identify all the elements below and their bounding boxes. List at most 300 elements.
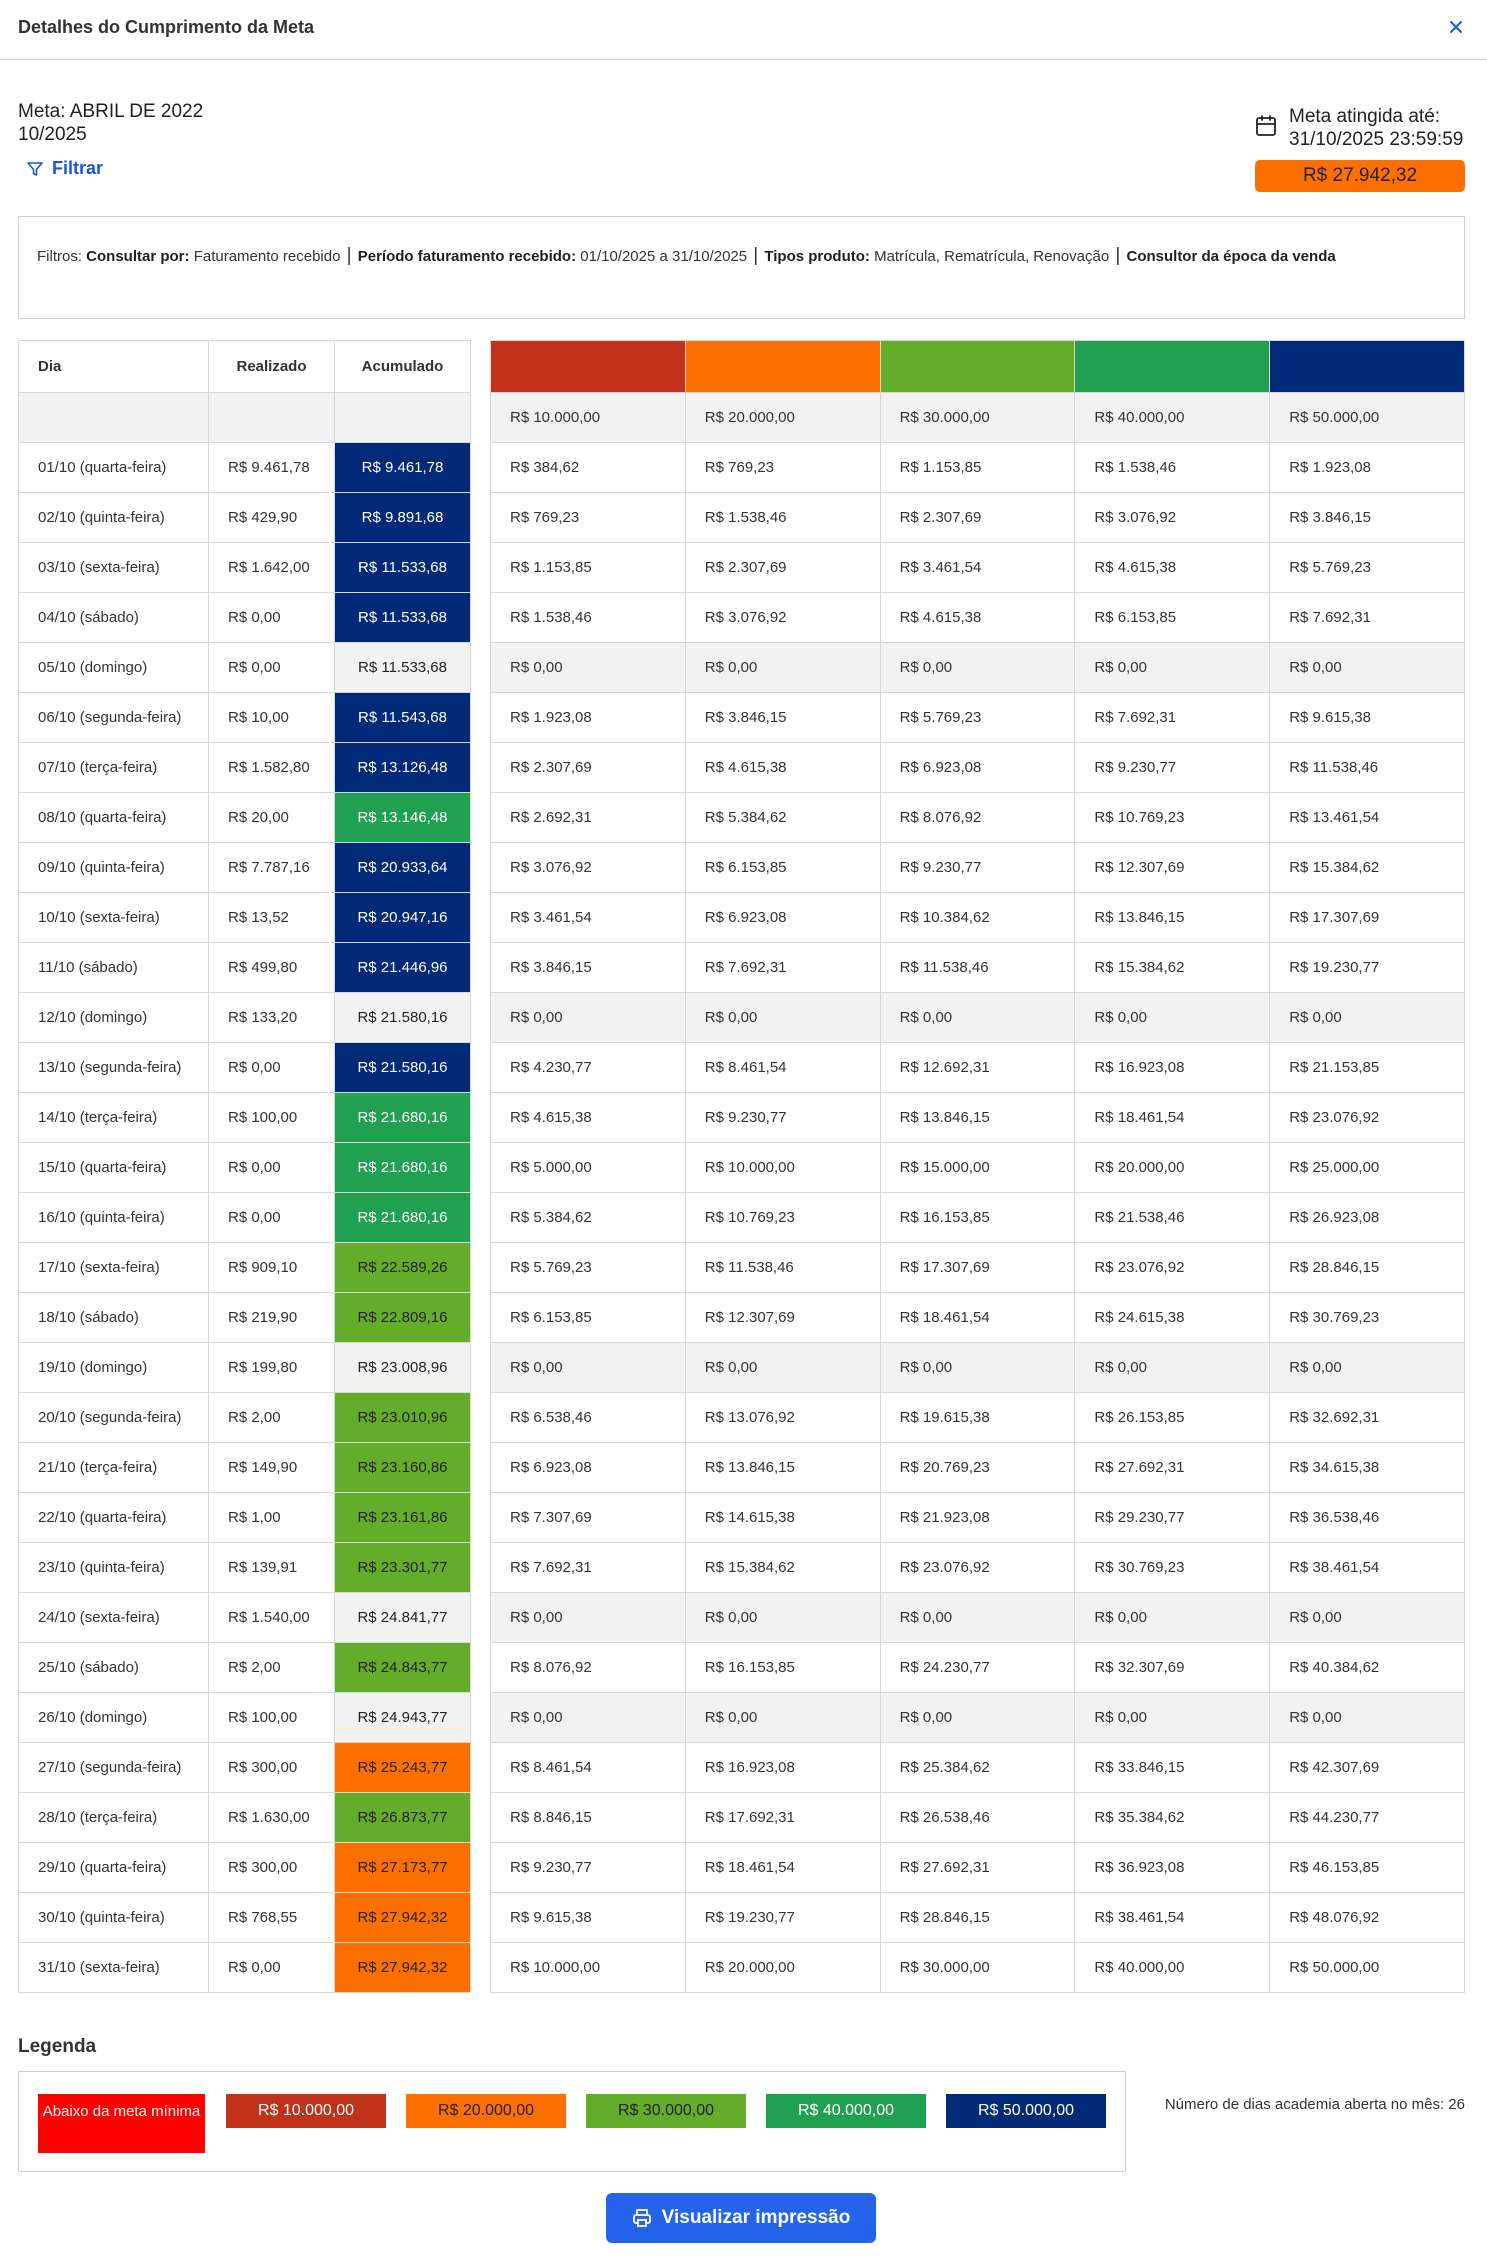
goal-cell: R$ 30.769,23 <box>1270 1293 1465 1343</box>
goal-cell: R$ 3.461,54 <box>880 543 1075 593</box>
goal-cell: R$ 23.076,92 <box>1075 1243 1270 1293</box>
goal-cell: R$ 36.538,46 <box>1270 1493 1465 1543</box>
meta-target-cell: R$ 30.000,00 <box>880 393 1075 443</box>
day-cell: 05/10 (domingo) <box>19 643 209 693</box>
goals-row <box>491 843 1465 893</box>
goals-row <box>491 743 1465 793</box>
realizado-cell: R$ 20,00 <box>209 793 335 843</box>
goal-cell: R$ 1.153,85 <box>491 543 686 593</box>
goal-cell: R$ 9.230,77 <box>685 1093 880 1143</box>
goal-cell: R$ 13.846,15 <box>880 1093 1075 1143</box>
realizado-cell: R$ 429,90 <box>209 493 335 543</box>
goal-cell: R$ 0,00 <box>685 643 880 693</box>
day-cell: 27/10 (segunda-feira) <box>19 1743 209 1793</box>
realizado-cell: R$ 499,80 <box>209 943 335 993</box>
goals-row <box>491 1293 1465 1343</box>
goal-cell: R$ 6.923,08 <box>880 743 1075 793</box>
goal-cell: R$ 10.769,23 <box>1075 793 1270 843</box>
filter-key-consultar: Consultar por: <box>86 248 190 265</box>
goal-cell: R$ 769,23 <box>685 443 880 493</box>
goal-cell: R$ 16.153,85 <box>880 1193 1075 1243</box>
goal-cell: R$ 1.923,08 <box>491 693 686 743</box>
goals-row <box>491 1893 1465 1943</box>
goal-cell: R$ 1.538,46 <box>1075 443 1270 493</box>
goal-cell: R$ 34.615,38 <box>1270 1443 1465 1493</box>
goal-cell: R$ 48.076,92 <box>1270 1893 1465 1943</box>
meta-target-cell: R$ 10.000,00 <box>491 393 686 443</box>
goal-cell: R$ 0,00 <box>491 993 686 1043</box>
meta-level-header <box>1075 341 1270 393</box>
goal-cell: R$ 3.461,54 <box>491 893 686 943</box>
goal-cell: R$ 26.923,08 <box>1270 1193 1465 1243</box>
goal-cell: R$ 20.000,00 <box>685 1943 880 1993</box>
acumulado-cell: R$ 20.947,16 <box>335 893 471 943</box>
filter-value-tipos: Matrícula, Rematrícula, Renovação <box>874 248 1110 265</box>
goal-cell: R$ 2.307,69 <box>685 543 880 593</box>
goal-cell: R$ 11.538,46 <box>880 943 1075 993</box>
goals-row <box>491 993 1465 1043</box>
goals-row <box>491 1943 1465 1993</box>
goal-cell: R$ 7.692,31 <box>491 1543 686 1593</box>
realizado-cell: R$ 300,00 <box>209 1843 335 1893</box>
goal-cell: R$ 16.923,08 <box>685 1743 880 1793</box>
meta-target-cell: R$ 40.000,00 <box>1075 393 1270 443</box>
goal-cell: R$ 8.461,54 <box>491 1743 686 1793</box>
goal-cell: R$ 2.692,31 <box>491 793 686 843</box>
goal-cell: R$ 15.000,00 <box>880 1143 1075 1193</box>
goal-cell: R$ 15.384,62 <box>1270 843 1465 893</box>
goal-cell: R$ 17.692,31 <box>685 1793 880 1843</box>
goal-cell: R$ 1.538,46 <box>685 493 880 543</box>
day-cell: 26/10 (domingo) <box>19 1693 209 1743</box>
goal-cell: R$ 0,00 <box>1075 643 1270 693</box>
table-row <box>19 1693 471 1743</box>
goals-row <box>491 1543 1465 1593</box>
goals-row <box>491 643 1465 693</box>
goal-cell: R$ 1.153,85 <box>880 443 1075 493</box>
day-cell: 28/10 (terça-feira) <box>19 1793 209 1843</box>
acumulado-cell: R$ 21.680,16 <box>335 1193 471 1243</box>
realizado-cell: R$ 909,10 <box>209 1243 335 1293</box>
goal-cell: R$ 10.000,00 <box>685 1143 880 1193</box>
realizado-cell: R$ 0,00 <box>209 643 335 693</box>
day-cell: 17/10 (sexta-feira) <box>19 1243 209 1293</box>
table-row <box>19 1593 471 1643</box>
day-cell: 08/10 (quarta-feira) <box>19 793 209 843</box>
day-cell: 15/10 (quarta-feira) <box>19 1143 209 1193</box>
acumulado-cell: R$ 21.680,16 <box>335 1143 471 1193</box>
goal-cell: R$ 0,00 <box>1270 643 1465 693</box>
meta-target-cell: R$ 20.000,00 <box>685 393 880 443</box>
day-cell: 02/10 (quinta-feira) <box>19 493 209 543</box>
goals-row <box>491 693 1465 743</box>
day-cell: 23/10 (quinta-feira) <box>19 1543 209 1593</box>
goal-cell: R$ 40.384,62 <box>1270 1643 1465 1693</box>
goal-cell: R$ 5.769,23 <box>880 693 1075 743</box>
goal-cell: R$ 9.230,77 <box>1075 743 1270 793</box>
acumulado-cell: R$ 11.533,68 <box>335 643 471 693</box>
goal-cell: R$ 50.000,00 <box>1270 1943 1465 1993</box>
realizado-cell: R$ 1.642,00 <box>209 543 335 593</box>
day-cell: 06/10 (segunda-feira) <box>19 693 209 743</box>
realizado-cell: R$ 139,91 <box>209 1543 335 1593</box>
acumulado-cell: R$ 27.173,77 <box>335 1843 471 1893</box>
table-row <box>19 793 471 843</box>
acumulado-cell: R$ 22.589,26 <box>335 1243 471 1293</box>
goal-cell: R$ 20.000,00 <box>1075 1143 1270 1193</box>
goal-cell: R$ 40.000,00 <box>1075 1943 1270 1993</box>
table-row <box>19 1393 471 1443</box>
acumulado-cell: R$ 13.146,48 <box>335 793 471 843</box>
table-row <box>19 1343 471 1393</box>
table-row <box>19 1793 471 1843</box>
goal-cell: R$ 1.538,46 <box>491 593 686 643</box>
open-days-text: Número de dias academia aberta no mês: 26 <box>1164 2096 1465 2113</box>
day-cell: 24/10 (sexta-feira) <box>19 1593 209 1643</box>
goal-cell: R$ 0,00 <box>1075 993 1270 1043</box>
day-cell: 18/10 (sábado) <box>19 1293 209 1343</box>
goal-cell: R$ 20.769,23 <box>880 1443 1075 1493</box>
acumulado-cell: R$ 26.873,77 <box>335 1793 471 1843</box>
day-cell: 29/10 (quarta-feira) <box>19 1843 209 1893</box>
table-row <box>19 443 471 493</box>
goal-cell: R$ 0,00 <box>880 993 1075 1043</box>
filters-prefix: Filtros: <box>37 248 82 265</box>
acumulado-cell: R$ 23.161,86 <box>335 1493 471 1543</box>
meta-atingida-date: 31/10/2025 23:59:59 <box>1289 129 1464 150</box>
acumulado-cell: R$ 23.301,77 <box>335 1543 471 1593</box>
goal-cell: R$ 18.461,54 <box>1075 1093 1270 1143</box>
goal-cell: R$ 12.307,69 <box>1075 843 1270 893</box>
goal-cell: R$ 4.615,38 <box>491 1093 686 1143</box>
goal-cell: R$ 15.384,62 <box>1075 943 1270 993</box>
goal-cell: R$ 46.153,85 <box>1270 1843 1465 1893</box>
day-cell: 19/10 (domingo) <box>19 1343 209 1393</box>
realizado-cell: R$ 100,00 <box>209 1093 335 1143</box>
goal-cell: R$ 28.846,15 <box>1270 1243 1465 1293</box>
goals-row <box>491 893 1465 943</box>
acumulado-cell: R$ 24.943,77 <box>335 1693 471 1743</box>
goal-cell: R$ 4.615,38 <box>880 593 1075 643</box>
col-header-acumulado: Acumulado <box>335 341 471 393</box>
table-row <box>19 1893 471 1943</box>
realizado-cell: R$ 0,00 <box>209 593 335 643</box>
goal-cell: R$ 9.615,38 <box>491 1893 686 1943</box>
goals-row <box>491 543 1465 593</box>
realizado-cell: R$ 149,90 <box>209 1443 335 1493</box>
goal-cell: R$ 35.384,62 <box>1075 1793 1270 1843</box>
goals-row <box>491 1843 1465 1893</box>
table-row <box>19 843 471 893</box>
goal-cell: R$ 6.153,85 <box>1075 593 1270 643</box>
table-row <box>19 643 471 693</box>
goals-row <box>491 1193 1465 1243</box>
meta-targets-row <box>491 393 1465 443</box>
goal-cell: R$ 10.000,00 <box>491 1943 686 1993</box>
goal-cell: R$ 0,00 <box>880 1593 1075 1643</box>
goal-cell: R$ 6.923,08 <box>685 893 880 943</box>
goal-cell: R$ 384,62 <box>491 443 686 493</box>
legend-below-min: Abaixo da meta mínima <box>38 2094 205 2153</box>
realizado-cell: R$ 1.582,80 <box>209 743 335 793</box>
goal-cell: R$ 11.538,46 <box>685 1243 880 1293</box>
table-row <box>19 1243 471 1293</box>
goal-cell: R$ 24.230,77 <box>880 1643 1075 1693</box>
goal-cell: R$ 4.230,77 <box>491 1043 686 1093</box>
goal-cell: R$ 0,00 <box>685 993 880 1043</box>
table-row <box>19 1743 471 1793</box>
filter-key-periodo: Período faturamento recebido: <box>357 248 577 265</box>
realizado-cell: R$ 13,52 <box>209 893 335 943</box>
goal-cell: R$ 0,00 <box>1270 993 1465 1043</box>
legend-box <box>18 2071 1126 2172</box>
print-preview-label: Visualizar impressão <box>661 2207 851 2228</box>
acumulado-cell: R$ 21.580,16 <box>335 1043 471 1093</box>
goal-cell: R$ 5.000,00 <box>491 1143 686 1193</box>
table-row <box>19 493 471 543</box>
goal-cell: R$ 21.153,85 <box>1270 1043 1465 1093</box>
table-row <box>19 1043 471 1093</box>
goal-cell: R$ 0,00 <box>491 1693 686 1743</box>
day-cell: 30/10 (quinta-feira) <box>19 1893 209 1943</box>
realizado-cell: R$ 133,20 <box>209 993 335 1043</box>
goal-cell: R$ 10.384,62 <box>880 893 1075 943</box>
table-row <box>19 693 471 743</box>
goal-cell: R$ 4.615,38 <box>1075 543 1270 593</box>
goal-cell: R$ 0,00 <box>491 1343 686 1393</box>
goal-cell: R$ 0,00 <box>880 643 1075 693</box>
goals-row <box>491 1593 1465 1643</box>
goals-row <box>491 1743 1465 1793</box>
goal-cell: R$ 18.461,54 <box>880 1293 1075 1343</box>
blank-cell <box>335 393 471 443</box>
goal-cell: R$ 6.538,46 <box>491 1393 686 1443</box>
goal-cell: R$ 38.461,54 <box>1270 1543 1465 1593</box>
goals-row <box>491 1043 1465 1093</box>
goal-cell: R$ 33.846,15 <box>1075 1743 1270 1793</box>
day-cell: 31/10 (sexta-feira) <box>19 1943 209 1993</box>
table-row <box>19 1643 471 1693</box>
meta-period: 10/2025 <box>18 124 87 145</box>
table-row <box>19 1093 471 1143</box>
goal-cell: R$ 32.307,69 <box>1075 1643 1270 1693</box>
acumulado-cell: R$ 23.008,96 <box>335 1343 471 1393</box>
goal-cell: R$ 11.538,46 <box>1270 743 1465 793</box>
filter-link[interactable] <box>26 158 103 179</box>
goal-cell: R$ 36.923,08 <box>1075 1843 1270 1893</box>
day-cell: 13/10 (segunda-feira) <box>19 1043 209 1093</box>
meta-level-header <box>491 341 686 393</box>
acumulado-cell: R$ 24.841,77 <box>335 1593 471 1643</box>
goal-cell: R$ 7.692,31 <box>1270 593 1465 643</box>
goal-cell: R$ 44.230,77 <box>1270 1793 1465 1843</box>
printer-icon <box>632 2208 652 2228</box>
table-row <box>19 1493 471 1543</box>
goal-cell: R$ 0,00 <box>1270 1343 1465 1393</box>
goal-cell: R$ 0,00 <box>1075 1593 1270 1643</box>
acumulado-cell: R$ 21.446,96 <box>335 943 471 993</box>
filters-summary: Filtros: Consultar por: Faturamento recebido | Período faturamento recebido: 01/10/2025 a 31/10/2025 | Tipos produto: Matrícula, Rematrícula, Renovação | Consultor da época da venda <box>18 216 1465 319</box>
filter-link-label: Filtrar <box>52 158 104 178</box>
day-cell: 01/10 (quarta-feira) <box>19 443 209 493</box>
meta-level-header <box>880 341 1075 393</box>
goals-row <box>491 793 1465 843</box>
goal-cell: R$ 5.769,23 <box>1270 543 1465 593</box>
goal-cell: R$ 3.076,92 <box>685 593 880 643</box>
meta-atingida-label: Meta atingida até: <box>1289 106 1441 127</box>
goal-cell: R$ 0,00 <box>1075 1693 1270 1743</box>
goal-cell: R$ 16.923,08 <box>1075 1043 1270 1093</box>
legend-item: R$ 20.000,00 <box>406 2094 566 2128</box>
goals-row <box>491 1393 1465 1443</box>
goal-cell: R$ 17.307,69 <box>880 1243 1075 1293</box>
goal-cell: R$ 24.615,38 <box>1075 1293 1270 1343</box>
table-row <box>19 743 471 793</box>
acumulado-cell: R$ 9.891,68 <box>335 493 471 543</box>
meta-level-header <box>1270 341 1465 393</box>
goal-cell: R$ 32.692,31 <box>1270 1393 1465 1443</box>
goal-cell: R$ 4.615,38 <box>685 743 880 793</box>
goal-cell: R$ 13.846,15 <box>685 1443 880 1493</box>
goal-cell: R$ 0,00 <box>685 1693 880 1743</box>
goal-cell: R$ 9.230,77 <box>880 843 1075 893</box>
goal-cell: R$ 25.000,00 <box>1270 1143 1465 1193</box>
goal-cell: R$ 0,00 <box>491 1593 686 1643</box>
table-row <box>19 893 471 943</box>
meta-info <box>18 100 203 146</box>
goal-cell: R$ 28.846,15 <box>880 1893 1075 1943</box>
close-icon[interactable] <box>1445 16 1467 38</box>
goal-cell: R$ 9.615,38 <box>1270 693 1465 743</box>
day-cell: 20/10 (segunda-feira) <box>19 1393 209 1443</box>
table-row <box>19 993 471 1043</box>
goal-cell: R$ 25.384,62 <box>880 1743 1075 1793</box>
table-row <box>19 1193 471 1243</box>
table-row <box>19 1143 471 1193</box>
day-cell: 21/10 (terça-feira) <box>19 1443 209 1493</box>
goals-row <box>491 1443 1465 1493</box>
goal-cell: R$ 9.230,77 <box>491 1843 686 1893</box>
day-cell: 12/10 (domingo) <box>19 993 209 1043</box>
acumulado-cell: R$ 24.843,77 <box>335 1643 471 1693</box>
goal-cell: R$ 13.076,92 <box>685 1393 880 1443</box>
meta-target-cell: R$ 50.000,00 <box>1270 393 1465 443</box>
goal-cell: R$ 19.230,77 <box>685 1893 880 1943</box>
filter-value-consultar: Faturamento recebido <box>193 248 341 265</box>
goal-cell: R$ 8.461,54 <box>685 1043 880 1093</box>
realizado-cell: R$ 9.461,78 <box>209 443 335 493</box>
goal-cell: R$ 17.307,69 <box>1270 893 1465 943</box>
acumulado-cell: R$ 9.461,78 <box>335 443 471 493</box>
print-preview-button[interactable] <box>606 2193 876 2243</box>
goals-row <box>491 1643 1465 1693</box>
goal-cell: R$ 19.230,77 <box>1270 943 1465 993</box>
filter-key-consultor: Consultor da época da venda <box>1126 248 1336 265</box>
modal-header <box>0 0 1487 60</box>
day-cell: 11/10 (sábado) <box>19 943 209 993</box>
legend-item: R$ 30.000,00 <box>586 2094 746 2128</box>
acumulado-cell: R$ 11.533,68 <box>335 543 471 593</box>
goal-cell: R$ 23.076,92 <box>880 1543 1075 1593</box>
meta-label: Meta: ABRIL DE 2022 <box>18 101 204 122</box>
goal-cell: R$ 15.384,62 <box>685 1543 880 1593</box>
table-row <box>19 593 471 643</box>
realizado-cell: R$ 1.630,00 <box>209 1793 335 1843</box>
acumulado-cell: R$ 20.933,64 <box>335 843 471 893</box>
goal-cell: R$ 0,00 <box>685 1343 880 1393</box>
legend-item: R$ 40.000,00 <box>766 2094 926 2128</box>
goal-cell: R$ 12.692,31 <box>880 1043 1075 1093</box>
realizado-cell: R$ 2,00 <box>209 1643 335 1693</box>
goal-cell: R$ 3.076,92 <box>1075 493 1270 543</box>
realizado-cell: R$ 1,00 <box>209 1493 335 1543</box>
goal-cell: R$ 0,00 <box>491 643 686 693</box>
goal-cell: R$ 0,00 <box>880 1343 1075 1393</box>
realizado-cell: R$ 768,55 <box>209 1893 335 1943</box>
realizado-cell: R$ 100,00 <box>209 1693 335 1743</box>
filter-key-tipos: Tipos produto: <box>764 248 870 265</box>
table-row <box>19 1293 471 1343</box>
goal-cell: R$ 0,00 <box>880 1693 1075 1743</box>
goal-cell: R$ 29.230,77 <box>1075 1493 1270 1543</box>
calendar-icon <box>1255 114 1277 138</box>
realizado-cell: R$ 0,00 <box>209 1193 335 1243</box>
goal-cell: R$ 18.461,54 <box>685 1843 880 1893</box>
goal-cell: R$ 2.307,69 <box>491 743 686 793</box>
goal-cell: R$ 21.923,08 <box>880 1493 1075 1543</box>
legend-title: Legenda <box>18 2036 97 2057</box>
goal-cell: R$ 5.384,62 <box>685 793 880 843</box>
filter-value-periodo: 01/10/2025 a 31/10/2025 <box>580 248 748 265</box>
goal-cell: R$ 5.384,62 <box>491 1193 686 1243</box>
modal-title: Detalhes do Cumprimento da Meta <box>18 17 315 37</box>
acumulado-cell: R$ 27.942,32 <box>335 1943 471 1993</box>
filter-icon <box>26 160 44 178</box>
goal-cell: R$ 0,00 <box>1075 1343 1270 1393</box>
acumulado-cell: R$ 11.543,68 <box>335 693 471 743</box>
goal-cell: R$ 21.538,46 <box>1075 1193 1270 1243</box>
goal-cell: R$ 13.846,15 <box>1075 893 1270 943</box>
legend-item: R$ 10.000,00 <box>226 2094 386 2128</box>
goal-cell: R$ 0,00 <box>1270 1693 1465 1743</box>
table-row <box>19 1443 471 1493</box>
goals-row <box>491 443 1465 493</box>
blank-cell <box>209 393 335 443</box>
goals-row <box>491 1693 1465 1743</box>
goal-cell: R$ 19.615,38 <box>880 1393 1075 1443</box>
goals-row <box>491 1793 1465 1843</box>
goals-table <box>490 340 1465 1993</box>
acumulado-cell: R$ 21.580,16 <box>335 993 471 1043</box>
realizado-cell: R$ 2,00 <box>209 1393 335 1443</box>
goals-row <box>491 1143 1465 1193</box>
goals-row <box>491 593 1465 643</box>
goal-cell: R$ 26.538,46 <box>880 1793 1075 1843</box>
goal-cell: R$ 7.307,69 <box>491 1493 686 1543</box>
goal-cell: R$ 8.076,92 <box>491 1643 686 1693</box>
goal-cell: R$ 3.846,15 <box>491 943 686 993</box>
goal-cell: R$ 27.692,31 <box>880 1843 1075 1893</box>
goal-cell: R$ 12.307,69 <box>685 1293 880 1343</box>
goals-row <box>491 1243 1465 1293</box>
table-row <box>19 943 471 993</box>
goal-cell: R$ 3.076,92 <box>491 843 686 893</box>
acumulado-cell: R$ 21.680,16 <box>335 1093 471 1143</box>
acumulado-cell: R$ 11.533,68 <box>335 593 471 643</box>
realizado-cell: R$ 0,00 <box>209 1043 335 1093</box>
goal-cell: R$ 16.153,85 <box>685 1643 880 1693</box>
goals-row <box>491 1093 1465 1143</box>
